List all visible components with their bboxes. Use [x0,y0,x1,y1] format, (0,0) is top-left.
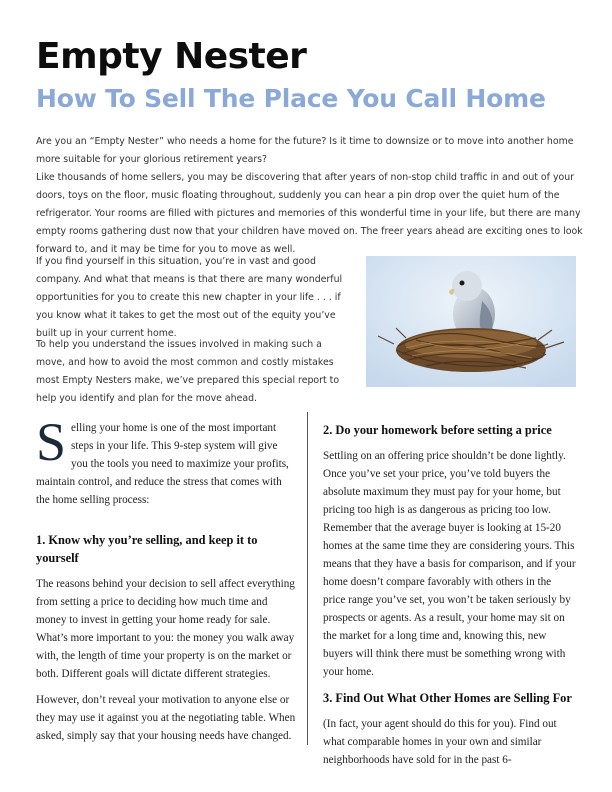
step3-heading: 3. Find Out What Other Homes are Selling For [323,691,572,705]
step1-paragraph: However, don’t reveal your motivation to anyone else or they may use it against you at the negotiating table. When asked, simply say that your housing needs have changed. [36,694,296,742]
step2-heading: 2. Do your homework before setting a price [323,423,552,437]
intro-paragraph: If you find yourself in this situation, you’re in vast and good company. And what that means is that there are many wonderful opportunities for you to create this new chapter in your life . . . if you know what it takes to get the most out of the equity you’ve built up in your current home. [36,256,343,339]
step1-heading: 1. Know why you’re selling, and keep it to yourself [36,533,258,565]
left-column [36,412,297,753]
lead-text: elling your home is one of the most important steps in your life. This 9-step system will give you the tools you need to maximize your profits, maintain control, and reduce the stress that comes with the home selling process: [36,422,289,506]
intro-paragraph: Are you an “Empty Nester” who needs a home for the future? Is it time to downsize or to move into another home more suitable for your glorious retirement years? [36,136,574,165]
page-subtitle: How To Sell The Place You Call Home [36,84,546,113]
step3-paragraph: (In fact, your agent should do this for you). Find out what comparable homes in your own and similar neighborhoods have sold for in the past 6- [323,718,557,766]
step2-paragraph: Settling on an offering price shouldn’t be done lightly. Once you’ve set your price, you’ve told buyers the absolute maximum they must pay for your home, but pricing too high is as dangerous as pricing too low. Remember that the average buyer is looking at 15-20 homes at the same time they are considering yours. This means that they have a basis for comparison, and if your home doesn’t compare favorably with others in the price range you’ve set, you won’t be taken seriously by prospects or agents. As a result, your home may sit on the market for a long time and, knowing this, new buyers will think there must be something wrong with your home. [323,450,576,678]
page-title: Empty Nester [36,36,307,77]
column-divider [307,412,308,745]
intro-paragraph: To help you understand the issues involved in making such a move, and how to avoid the most common and costly mistakes most Empty Nesters make, we’ve prepared this special report to help you identify and plan for the move ahead. [36,339,340,404]
right-column [323,412,576,777]
bird-in-nest-photo [366,256,576,387]
intro-paragraph: Like thousands of home sellers, you may be discovering that after years of non-stop child traffic in and out of your doors, toys on the floor, music floating throughout, suddenly you can hear a pin drop over the quiet hum of the refrigerator. Your rooms are filled with pictures and memories of this wonderful time in your life, but there are many empty rooms gathering dust now that your children have moved on. The freer years ahead are exciting ones to look forward to, and it may be time for you to move as well. [36,172,583,255]
step1-paragraph: The reasons behind your decision to sell affect everything from setting a price to deciding how much time and money to invest in getting your home ready for sale. What’s more important to you: the money you walk away with, the length of time your property is on the market or both. Different goals will dictate different strategies. [36,578,295,680]
drop-cap: S [36,412,67,472]
lead-paragraph [36,412,297,509]
